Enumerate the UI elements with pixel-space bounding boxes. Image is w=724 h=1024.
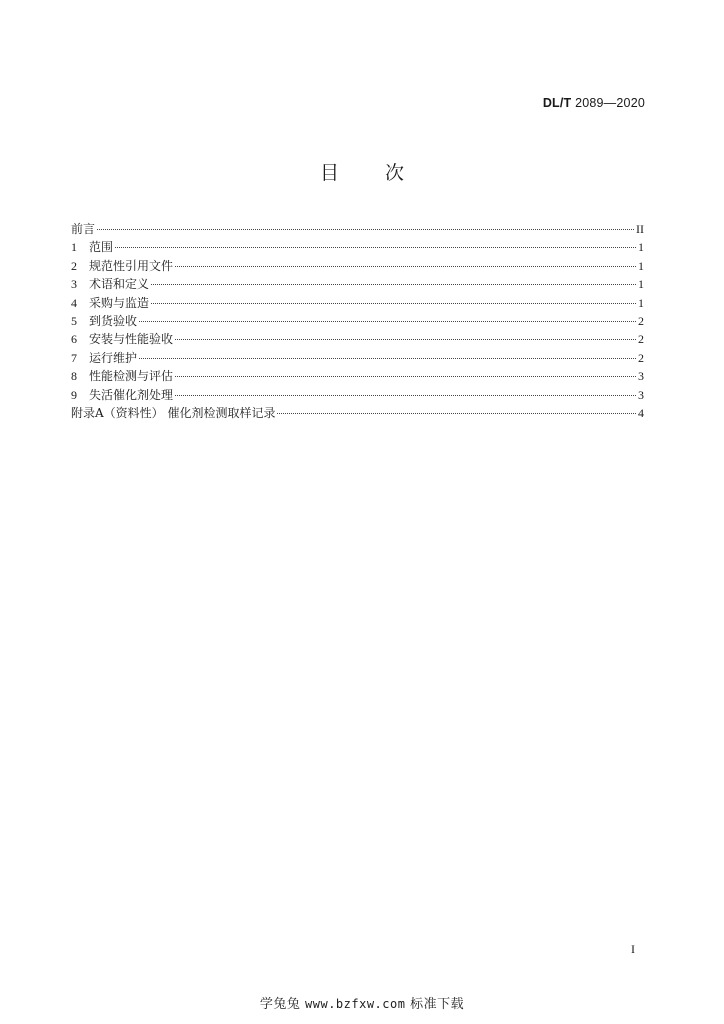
watermark-suffix: 标准下载 xyxy=(410,997,465,1012)
toc-entry-1[interactable] xyxy=(71,238,644,256)
toc-entry-label: 安装与性能验收 xyxy=(89,332,174,347)
toc-entry-page: 1 xyxy=(638,258,644,273)
toc-entry-page: 1 xyxy=(638,277,644,292)
toc-entry-7[interactable] xyxy=(71,349,644,367)
toc-entry-page: 2 xyxy=(638,332,644,347)
toc-entry-foreword[interactable] xyxy=(71,220,644,238)
toc-entry-label: 到货验收 xyxy=(89,313,138,328)
toc-entry-2[interactable] xyxy=(71,257,644,275)
toc-entry-6[interactable] xyxy=(71,330,644,348)
toc-entry-page: 1 xyxy=(638,240,644,255)
document-code-number: 2089—2020 xyxy=(575,96,645,110)
watermark xyxy=(0,993,724,1012)
toc-leader xyxy=(175,395,636,396)
toc-entry-page: II xyxy=(636,222,644,236)
document-code-prefix: DL/T xyxy=(542,96,572,110)
toc-leader xyxy=(139,321,636,322)
toc-entry-page: 2 xyxy=(638,350,644,365)
document-code xyxy=(543,96,645,110)
toc-entry-page: 2 xyxy=(638,313,644,328)
toc-entry-label: 范围 xyxy=(89,240,114,255)
toc-list xyxy=(71,220,644,422)
toc-entry-number: 6 xyxy=(71,332,77,347)
toc-entry-label: 运行维护 xyxy=(89,350,138,365)
toc-leader xyxy=(151,284,636,285)
toc-entry-number: 8 xyxy=(71,369,77,384)
toc-entry-label: 附录A（资料性） 催化剂检测取样记录 xyxy=(71,405,276,420)
toc-entry-label: 规范性引用文件 xyxy=(89,258,174,273)
toc-entry-9[interactable] xyxy=(71,386,644,404)
toc-entry-label: 采购与监造 xyxy=(89,295,150,310)
toc-entry-label: 失活催化剂处理 xyxy=(89,387,174,402)
toc-leader xyxy=(151,303,636,304)
toc-title: 目次 xyxy=(319,162,450,184)
toc-leader xyxy=(175,339,636,340)
toc-entry-8[interactable] xyxy=(71,367,644,385)
toc-entry-number: 3 xyxy=(71,277,77,292)
toc-leader xyxy=(277,413,636,414)
toc-entry-number: 9 xyxy=(71,387,77,402)
watermark-site: 学兔兔 xyxy=(259,997,301,1012)
page-number: I xyxy=(631,942,635,956)
toc-entry-label: 前言 xyxy=(71,222,96,236)
toc-entry-number: 7 xyxy=(71,350,77,365)
toc-entry-number: 2 xyxy=(71,258,77,273)
toc-entry-label: 性能检测与评估 xyxy=(89,369,174,384)
watermark-url: www.bzfxw.com xyxy=(305,997,406,1011)
toc-entry-5[interactable] xyxy=(71,312,644,330)
toc-entry-page: 4 xyxy=(638,405,644,420)
toc-entry-3[interactable] xyxy=(71,275,644,293)
toc-entry-page: 3 xyxy=(638,369,644,384)
toc-entry-number: 4 xyxy=(71,295,77,310)
toc-entry-label: 术语和定义 xyxy=(89,277,150,292)
toc-leader xyxy=(175,376,636,377)
toc-leader xyxy=(97,229,634,230)
toc-entry-4[interactable] xyxy=(71,294,644,312)
toc-entry-appendix-a[interactable] xyxy=(71,404,644,422)
toc-entry-page: 1 xyxy=(638,295,644,310)
toc-entry-page: 3 xyxy=(638,387,644,402)
toc-leader xyxy=(139,358,636,359)
toc-entry-number: 1 xyxy=(71,240,77,255)
toc-leader xyxy=(175,266,636,267)
toc-leader xyxy=(115,247,636,248)
toc-entry-number: 5 xyxy=(71,313,77,328)
